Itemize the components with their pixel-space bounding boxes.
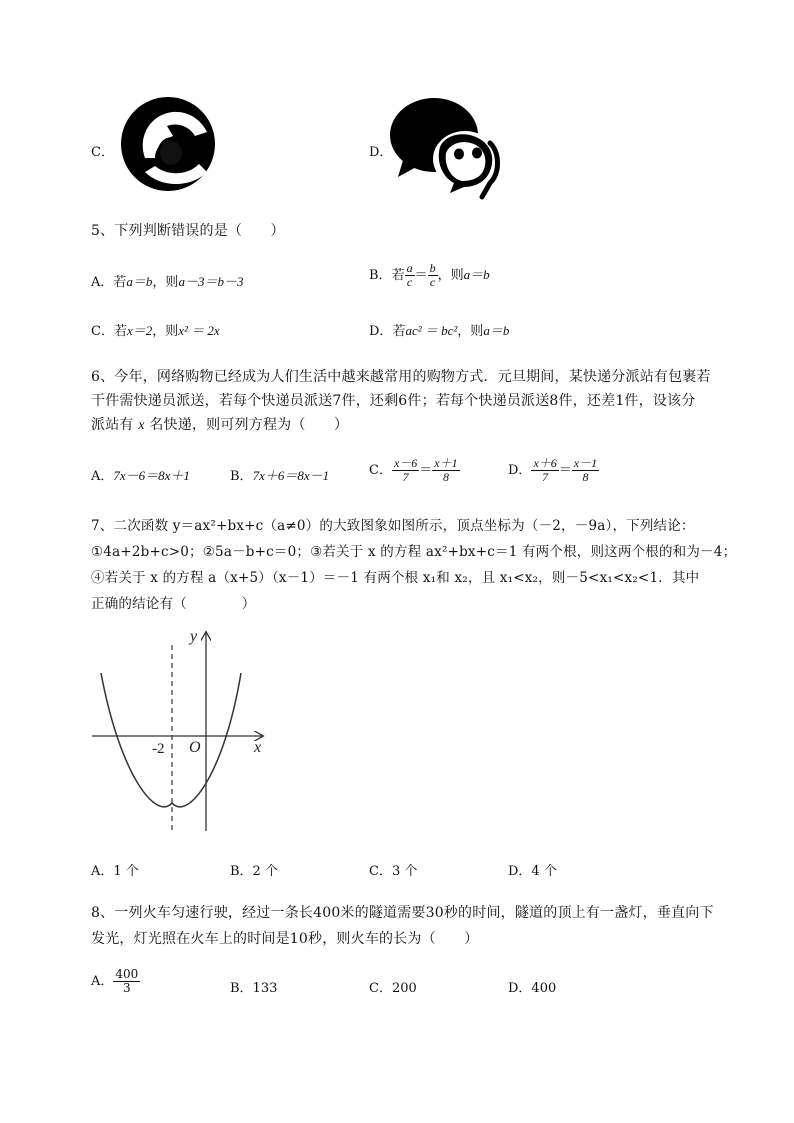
- q6-option-b: [230, 465, 329, 484]
- q7-line-2: ①4a+2b+c>0；②5a－b+c＝0；③若关于 x 的方程 ax²+bx+c＝1 有两个根，则这两个根的和为－4；: [91, 544, 737, 560]
- q5-option-b-fraction-1: $\frac{a}{c}$: [406, 261, 413, 289]
- q5-option-b-label: B．: [369, 268, 392, 283]
- q5-option-c: [91, 320, 220, 339]
- q5-option-b-pre: 若: [391, 268, 405, 283]
- q7-line-3: ④若关于 x 的方程 a（x+5）（x－1）＝－1 有两个根 x₁和 x₂，且 x₁<x₂，则－5<x₁<x₂<1．其中: [91, 570, 700, 586]
- x-axis-label: x: [254, 739, 262, 756]
- q7-line-4: 正确的结论有（ ）: [91, 596, 256, 612]
- q5-option-d-pre: 若: [392, 324, 406, 339]
- q7-option-a: A．1 个: [91, 864, 139, 879]
- q6-option-c: [369, 457, 460, 484]
- q5-option-a-math2: a－3＝b－3: [178, 274, 244, 289]
- q8-line-1: 8、一列火车匀速行驶，经过一条长400米的隧道需要30秒的时间，隧道的顶上有一盏灯，垂直向下: [91, 905, 714, 921]
- q6-line-1: 6、今年，网络购物已经成为人们生活中越来越常用的购物方式．元旦期间，某快递分派站有包裹若: [91, 369, 711, 385]
- vertex-x-label: -2: [152, 741, 165, 757]
- q8-option-d: D．400: [508, 981, 557, 996]
- q6-option-d-eq: ＝: [558, 463, 572, 478]
- q6-option-a-math: 7x－6＝8x＋1: [113, 468, 190, 483]
- q5-option-b-fraction-2: $\frac{b}{c}$: [429, 261, 436, 289]
- q5-option-d-math2: a＝b: [483, 323, 510, 338]
- q5-option-d: [369, 320, 509, 339]
- q7-option-c: C．3 个: [369, 864, 418, 879]
- q8-option-b: B．133: [230, 981, 278, 996]
- q5-option-c-mid: ，则: [152, 324, 179, 339]
- q5-option-a-math: a＝b: [126, 274, 153, 289]
- q5-option-a-label: A．: [91, 275, 114, 290]
- q5-option-b: [369, 262, 490, 289]
- q5-option-a-mid: ，则: [152, 275, 179, 290]
- q6-option-c-fraction-1: $\frac{x-6}{7}$: [393, 456, 418, 484]
- q4-option-d-label: D．: [369, 145, 393, 160]
- q7-option-d: D．4 个: [508, 864, 557, 879]
- q5-option-c-math2: x² ＝ 2x: [178, 323, 220, 338]
- q6-line-3: [91, 414, 348, 434]
- q6-option-b-label: B．: [230, 469, 253, 484]
- y-axis-label: y: [190, 628, 198, 645]
- q6-option-a: [91, 465, 190, 484]
- origin-label: O: [189, 739, 201, 756]
- q6-line-2: 干件需快递员派送，若每个快递员派送7件，还剩6件；若每个快递员派送8件，还差1件，设该分: [91, 393, 696, 409]
- q7-line-1: 7、二次函数 y＝ax²+bx+c（a≠0）的大致图象如图所示，顶点坐标为（－2，－9a），下列结论：: [91, 518, 695, 534]
- q5-option-b-math2: a＝b: [463, 267, 490, 282]
- speech-bubble-face-icon: [390, 97, 502, 201]
- q6-option-a-label: A．: [91, 469, 114, 484]
- q6-option-d: [508, 457, 599, 484]
- q5-option-a-pre: 若: [113, 275, 127, 290]
- q5-option-d-math: ac² ＝ bc²: [405, 323, 458, 338]
- q8-option-a: [91, 968, 140, 995]
- q7-parabola-graph: [90, 625, 270, 835]
- q5-option-c-label: C．: [91, 324, 114, 339]
- q5-option-b-eq: ＝: [414, 268, 428, 283]
- q6-option-d-fraction-2: $\frac{x-1}{8}$: [573, 456, 598, 484]
- q5-option-d-label: D．: [369, 324, 393, 339]
- q5-stem: 5、下列判断错误的是（ ）: [91, 223, 285, 239]
- q6-line-3-var: x: [138, 418, 145, 433]
- q6-line-3-pre: 派站有: [91, 417, 134, 433]
- q5-option-c-pre: 若: [113, 324, 127, 339]
- q6-option-b-math: 7x＋6＝8x－1: [252, 468, 330, 483]
- q6-line-3-post: 名快递，则可列方程为（ ）: [149, 417, 349, 433]
- parabola-curve: [101, 673, 241, 807]
- q8-option-c: C．200: [369, 981, 417, 996]
- q8-line-2: 发光，灯光照在火车上的时间是10秒，则火车的长为（ ）: [91, 931, 479, 947]
- q4-option-c-label: C．: [91, 145, 114, 160]
- q6-option-d-label: D．: [508, 463, 532, 478]
- q5-option-d-mid: ，则: [457, 324, 484, 339]
- q8-option-a-label: A．: [91, 974, 114, 989]
- q7-option-b: B．2 个: [230, 864, 278, 879]
- circular-logo-icon: [115, 96, 221, 192]
- q6-option-c-fraction-2: $\frac{x+1}{8}$: [434, 456, 458, 484]
- q5-option-c-math: x＝2: [126, 323, 153, 338]
- q6-option-d-fraction-1: $\frac{x+6}{7}$: [533, 456, 557, 484]
- q5-option-b-mid: ，则: [437, 268, 464, 283]
- q6-option-c-label: C．: [369, 463, 392, 478]
- q6-option-c-eq: ＝: [419, 463, 433, 478]
- q5-option-a: [91, 271, 243, 290]
- q8-option-a-fraction: $\frac{400}{3}$: [115, 967, 139, 995]
